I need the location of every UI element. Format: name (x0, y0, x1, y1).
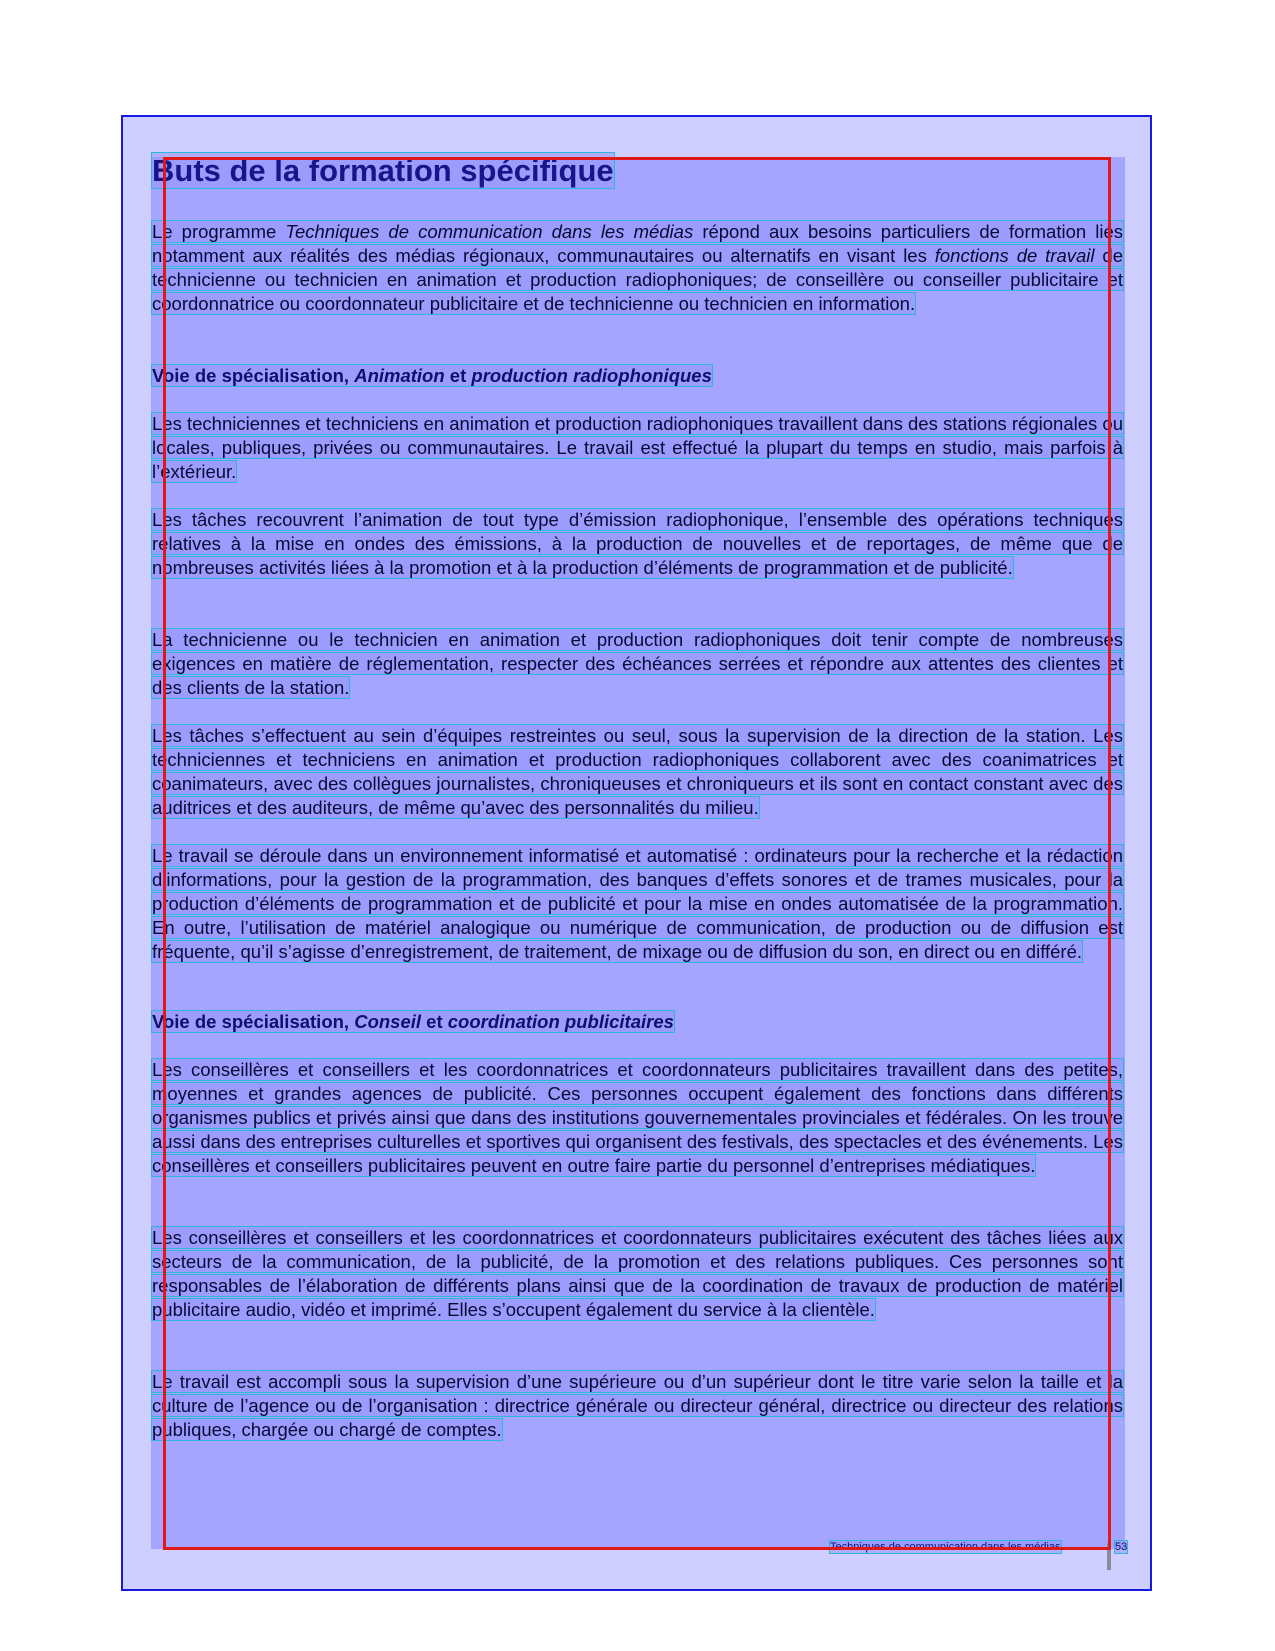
page-number: 53 (1115, 1541, 1128, 1553)
paragraph: Le travail est accompli sous la supervision d’une supérieure ou d’un supérieur dont le titre varie selon la taille et la culture de l’agence ou de l’organisation : directrice générale ou directeur général, directrice ou directeur des relations publiques, chargée ou chargé de comptes. (152, 1371, 1123, 1440)
section-heading-conseil: Voie de spécialisation, Conseil et coordination publicitaires (152, 1011, 674, 1032)
paragraph: Les techniciennes et techniciens en animation et production radiophoniques travaillent dans des stations régionales ou locales, publiques, privées ou communautaires. Le travail est effectué la plupart du temps en studio, mais parfois à l’extérieur. (152, 413, 1123, 482)
paragraph: Les conseillères et conseillers et les coordonnatrices et coordonnateurs publicitaires travaillent dans des petites, moyennes et grandes agences de publicité. Ces personnes occupent également des fonctions dans différents organismes publics et privés ainsi que dans des institutions gouvernementales provinciales et fédérales. On les trouve aussi dans des entreprises culturelles et sportives qui organisent des festivals, des spectacles et des événements. Les conseillères et conseillers publicitaires peuvent en outre faire partie du personnel d’entreprises médiatiques. (152, 1059, 1123, 1176)
margin-marker (1107, 1543, 1111, 1570)
intro-paragraph: Le programme Techniques de communication dans les médias répond aux besoins particuliers de formation liés notamment aux réalités des médias régionaux, communautaires ou alternatifs en visant les fonctions de travail de technicienne ou technicien en animation et production radiophoniques; de conseillère ou conseiller publicitaire et coordonnatrice ou coordonnateur publicitaire et de technicienne ou technicien en information. (152, 221, 1124, 314)
section-heading-animation: Voie de spécialisation, Animation et production radiophoniques (152, 365, 712, 386)
paragraph: Les tâches recouvrent l’animation de tout type d’émission radiophonique, l’ensemble des opérations techniques relatives à la mise en ondes des émissions, à la production de nouvelles et de reportages, de même que de nombreuses activités liées à la promotion et à la production d’éléments de programmation et de publicité. (152, 509, 1123, 578)
footer-text: Techniques de communication dans les médias (830, 1541, 1061, 1553)
paragraph: Le travail se déroule dans un environnement informatisé et automatisé : ordinateurs pour la recherche et la rédaction d’informations, pour la gestion de la programmation, des banques d’effets sonores et de trames musicales, pour la production d’éléments de programmation et de publicité et pour la mise en ondes automatisée de la programmation. En outre, l’utilisation de matériel analogique ou numérique de communication, de production ou de diffusion est fréquente, qu’il s’agisse d’enregistrement, de traitement, de mixage ou de diffusion du son, en direct ou en différé. (152, 845, 1123, 962)
paragraph: La technicienne ou le technicien en animation et production radiophoniques doit tenir compte de nombreuses exigences en matière de réglementation, respecter des échéances serrées et répondre aux attentes des clientes et des clients de la station. (152, 629, 1123, 698)
paragraph: Les tâches s’effectuent au sein d’équipes restreintes ou seul, sous la supervision de la direction de la station. Les techniciennes et techniciens en animation et production radiophoniques collaborent avec des coanimatrices et coanimateurs, avec des collègues journalistes, chroniqueuses et chroniqueurs et ils sont en contact constant avec des auditrices et des auditeurs, de même qu’avec des personnalités du milieu. (152, 725, 1123, 818)
page-title: Buts de la formation spécifique (152, 153, 614, 188)
paragraph: Les conseillères et conseillers et les coordonnatrices et coordonnateurs publicitaires exécutent des tâches liées aux secteurs de la communication, de la publicité, de la promotion et des relations publiques. Ces personnes sont responsables de l’élaboration de différents plans ainsi que de la coordination de travaux de production de matériel publicitaire audio, vidéo et imprimé. Elles s’occupent également du service à la clientèle. (152, 1227, 1123, 1320)
